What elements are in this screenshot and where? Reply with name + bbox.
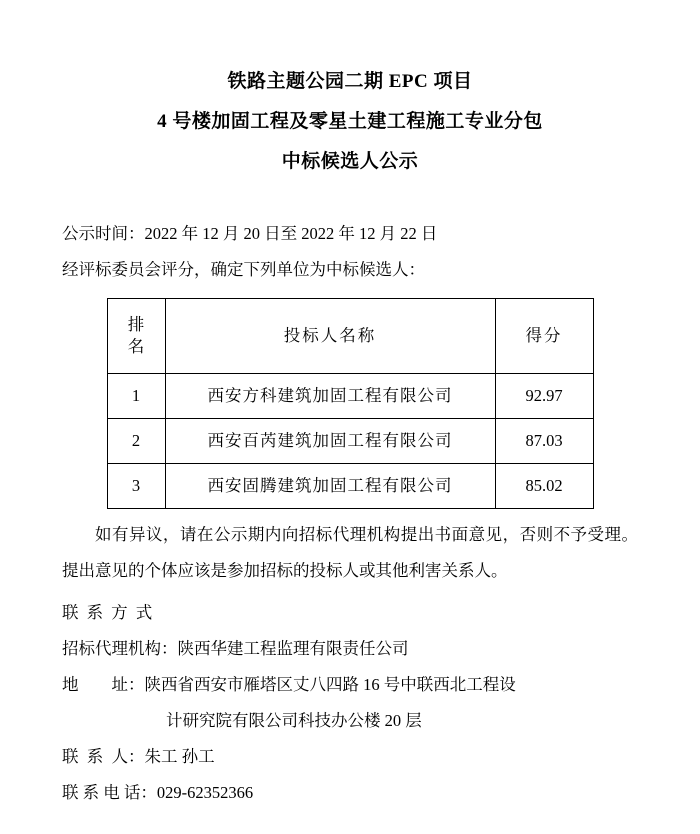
notice-period-value: 2022 年 12 月 20 日至 2022 年 12 月 22 日	[144, 224, 438, 243]
contact-value-agency: 陕西华建工程监理有限责任公司	[177, 639, 409, 658]
title-line-2: 4 号楼加固工程及零星土建工程施工专业分包	[157, 111, 543, 132]
title-line-3: 中标候选人公示	[281, 151, 419, 172]
contact-label-agency: 招标代理机构：	[62, 639, 178, 658]
cell-rank: 1	[107, 374, 165, 419]
cell-score: 87.03	[495, 419, 593, 464]
table-header-row	[107, 299, 593, 374]
cell-score: 92.97	[495, 374, 593, 419]
contact-label-phone: 联 系 电 话：	[62, 783, 157, 802]
contact-heading: 联 系 方 式	[62, 603, 155, 622]
document-body	[62, 216, 638, 811]
title-line-1: 铁路主题公园二期 EPC 项目	[227, 71, 473, 92]
cell-bidder-name: 西安方科建筑加固工程有限公司	[165, 374, 495, 419]
contact-row-person	[62, 739, 638, 775]
cell-bidder-name: 西安百芮建筑加固工程有限公司	[165, 419, 495, 464]
contact-value-person: 朱工 孙工	[144, 747, 215, 766]
header-rank	[107, 299, 165, 374]
header-rank-char-2: 名	[127, 337, 145, 356]
contact-label-person: 联 系 人：	[62, 747, 145, 766]
contact-row-phone	[62, 775, 638, 811]
contact-section	[62, 595, 638, 811]
cell-rank: 2	[107, 419, 165, 464]
contact-value-address-continued: 计研究院有限公司科技办公楼 20 层	[166, 711, 422, 730]
table-row	[107, 464, 593, 509]
notice-period-line	[62, 216, 638, 252]
contact-label-address: 地 址：	[62, 675, 145, 694]
contact-row-agency	[62, 631, 638, 667]
header-bidder-name: 投标人名称	[165, 299, 495, 374]
contact-value-phone: 029-62352366	[156, 783, 254, 802]
objection-paragraph: 如有异议，请在公示期内向招标代理机构提出书面意见，否则不予受理。提出意见的个体应该是参加招标的投标人或其他利害关系人。	[62, 525, 638, 580]
notice-period-label: 公示时间：	[62, 224, 145, 243]
contact-row-address	[62, 667, 638, 703]
cell-bidder-name: 西安固腾建筑加固工程有限公司	[165, 464, 495, 509]
table-row	[107, 419, 593, 464]
header-score: 得分	[495, 299, 593, 374]
contact-value-address: 陕西省西安市雁塔区丈八四路 16 号中联西北工程设	[144, 675, 516, 694]
document-title	[62, 62, 638, 182]
intro-paragraph: 经评标委员会评分，确定下列单位为中标候选人：	[62, 260, 425, 279]
table-row	[107, 374, 593, 419]
cell-score: 85.02	[495, 464, 593, 509]
cell-rank: 3	[107, 464, 165, 509]
candidates-table	[107, 298, 594, 509]
header-rank-char-1: 排	[127, 315, 145, 334]
